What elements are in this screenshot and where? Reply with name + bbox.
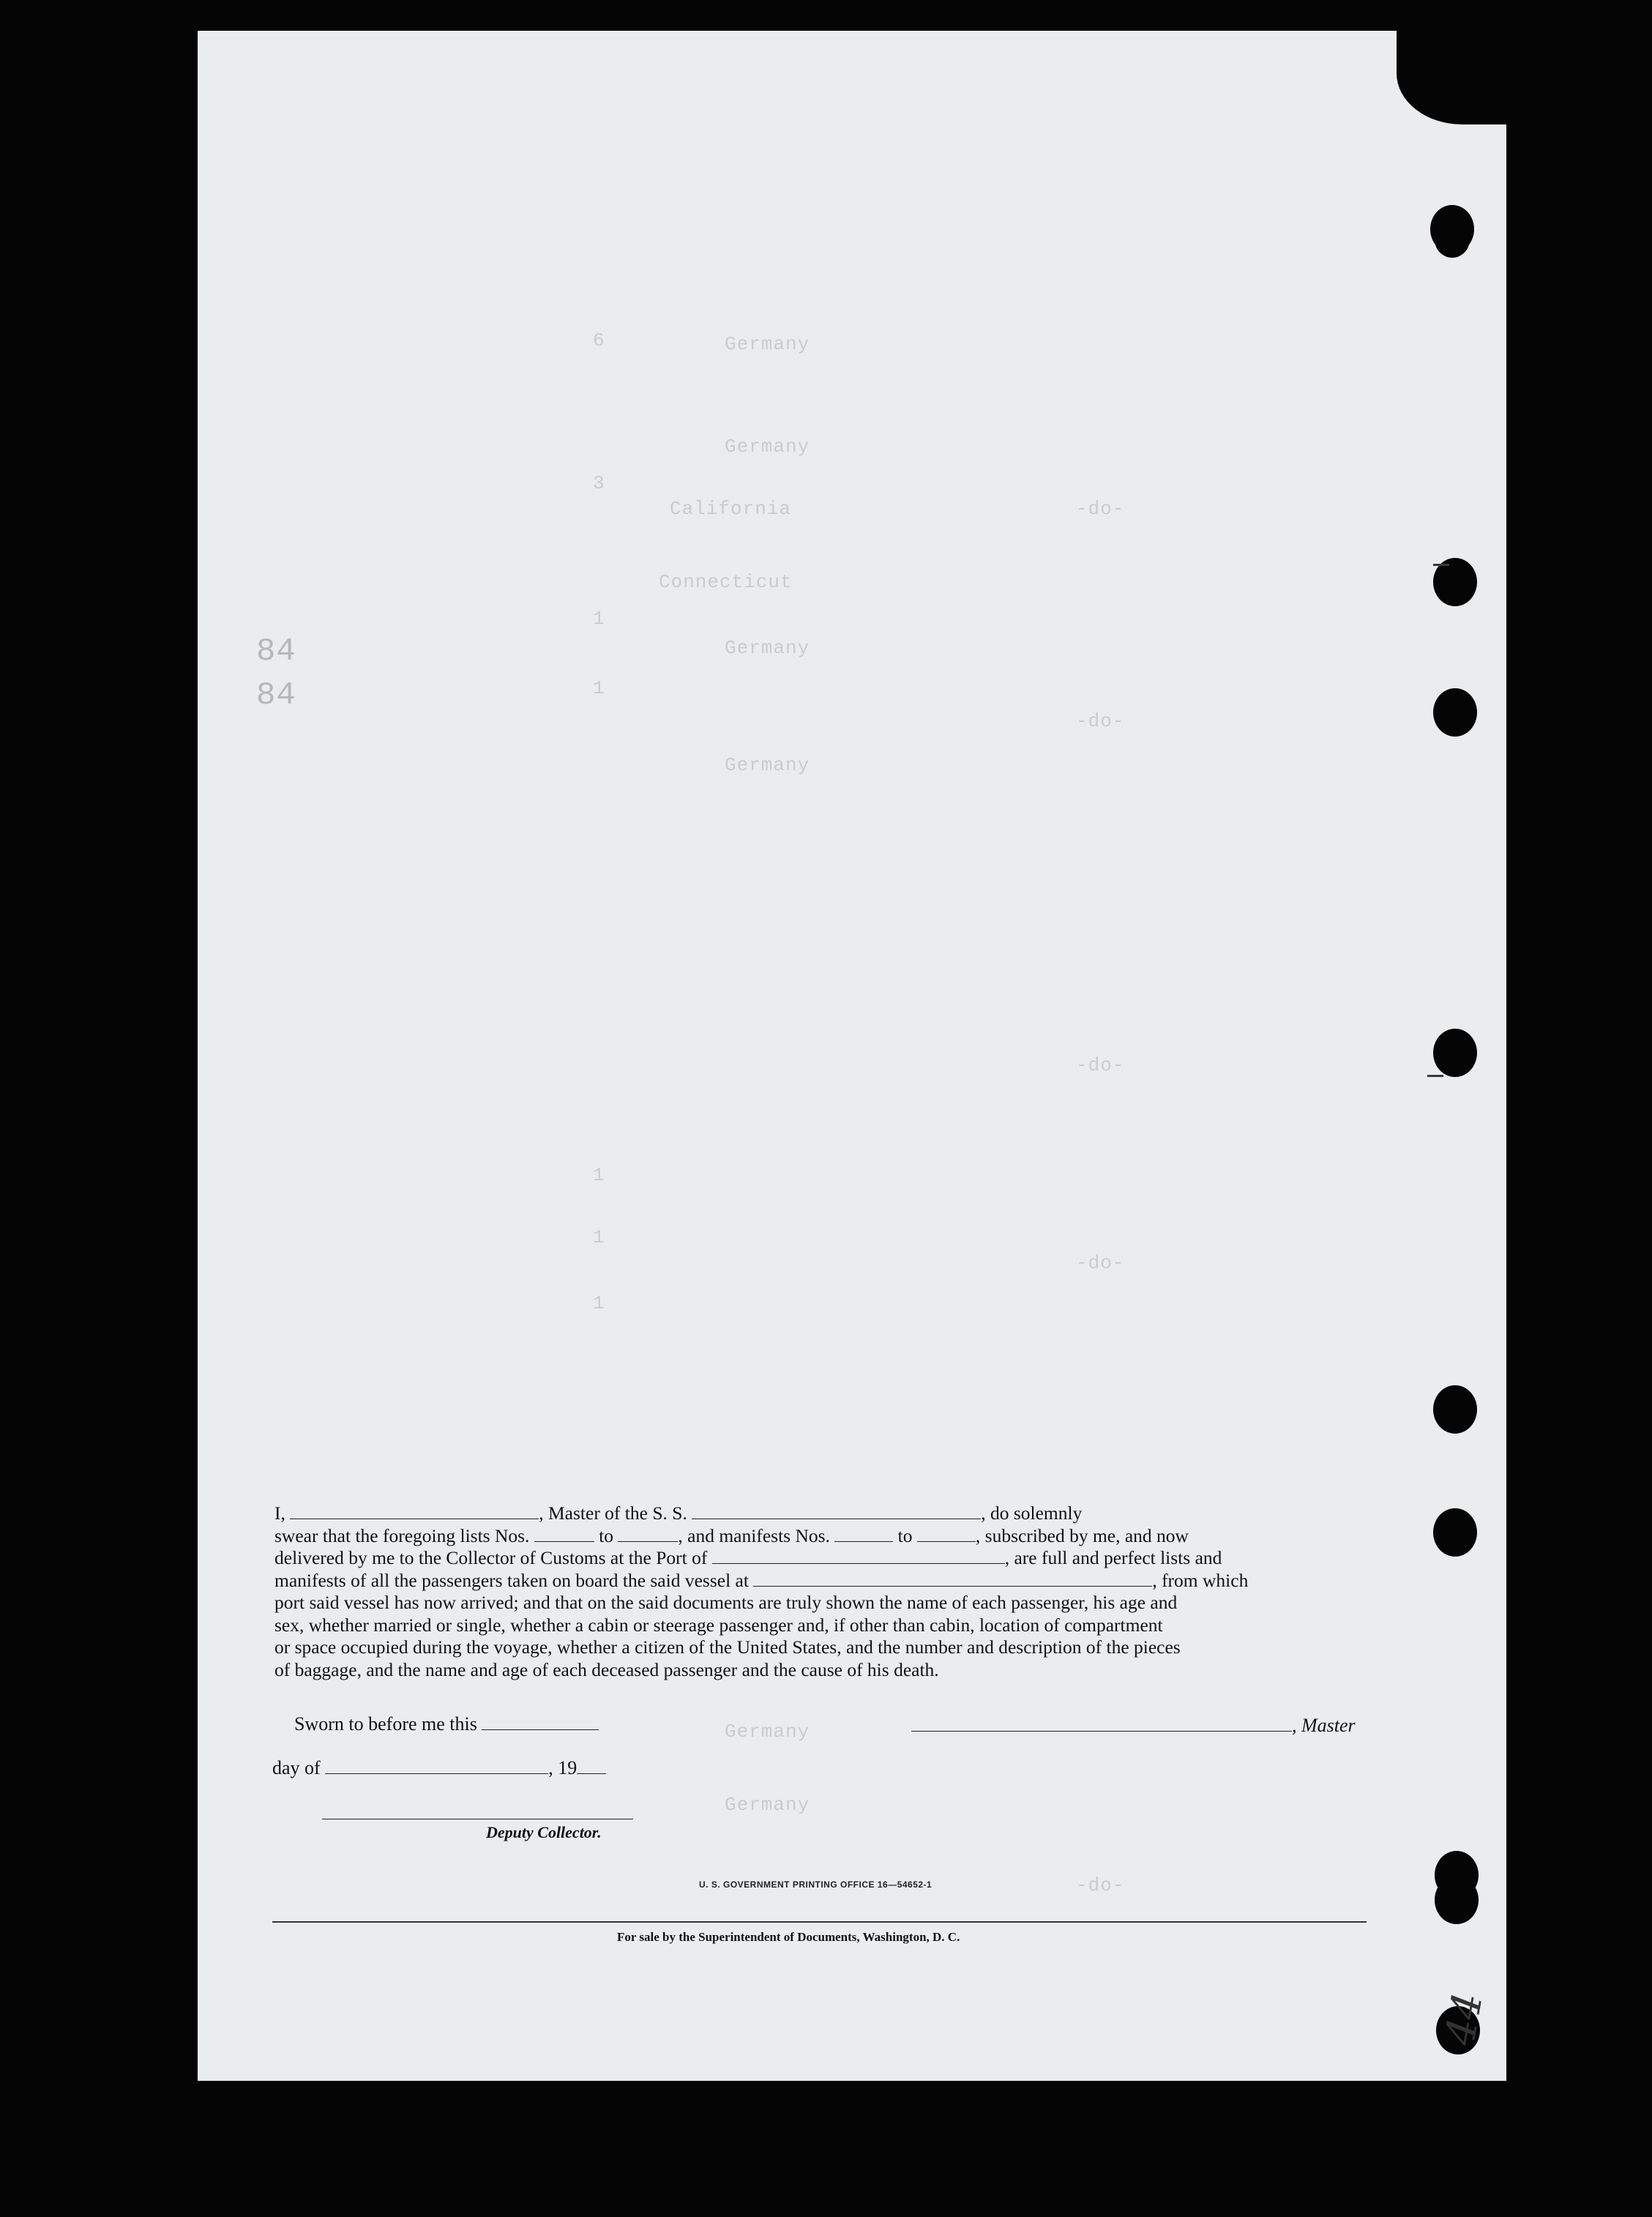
oath-line	[274, 1570, 1369, 1592]
oath-text: , from which	[1152, 1569, 1249, 1591]
sworn-label: Sworn to before me this	[294, 1713, 477, 1735]
oath-text: , do solemnly	[981, 1502, 1083, 1524]
oath-line	[274, 1502, 1369, 1525]
manifest-to-blank	[917, 1527, 976, 1542]
printing-office-imprint: U. S. GOVERNMENT PRINTING OFFICE 16—54652-1	[699, 1879, 932, 1890]
master-name-blank	[290, 1504, 539, 1519]
year-prefix: , 19	[548, 1757, 578, 1778]
oath-text: , Master of the S. S.	[539, 1502, 692, 1524]
sworn-day-blank	[482, 1715, 599, 1730]
for-sale-notice: For sale by the Superintendent of Documents, Washington, D. C.	[617, 1930, 960, 1944]
oath-text: manifests of all the passengers taken on board the said vessel at	[274, 1569, 754, 1591]
month-blank	[325, 1759, 548, 1774]
departure-port-blank	[753, 1571, 1152, 1587]
oath-text: , are full and perfect lists and	[1004, 1547, 1222, 1568]
oath-text: to	[893, 1524, 917, 1546]
master-label: , Master	[1292, 1715, 1356, 1736]
list-to-blank	[618, 1527, 678, 1542]
oath-text: or space occupied during the voyage, whether a citizen of the United States, and the number and description of the pieces	[274, 1636, 1181, 1658]
oath-text: sex, whether married or single, whether a cabin or steerage passenger and, if other than cabin, location of compartment	[274, 1614, 1163, 1636]
oath-text: swear that the foregoing lists Nos.	[274, 1524, 534, 1546]
punch-hole	[1433, 1029, 1477, 1077]
punch-hole	[1433, 688, 1477, 737]
manifest-from-blank	[834, 1527, 893, 1542]
pencil-mark	[1433, 564, 1449, 566]
oath-line	[274, 1659, 1369, 1682]
oath-line	[274, 1592, 1369, 1614]
punch-hole	[1435, 1876, 1479, 1924]
oath-text: , and manifests Nos.	[678, 1524, 835, 1546]
oath-line	[274, 1547, 1369, 1570]
pencil-mark	[1427, 1075, 1443, 1077]
day-of-row	[272, 1757, 606, 1779]
oath-text: , subscribed by me, and now	[975, 1524, 1189, 1546]
oath-line	[274, 1525, 1369, 1548]
footer-rule	[272, 1921, 1367, 1923]
oath-line	[274, 1614, 1369, 1637]
oath-line	[274, 1636, 1369, 1659]
punch-hole	[1433, 1385, 1477, 1434]
year-blank	[577, 1759, 606, 1774]
handwritten-page-number: 44	[1436, 1989, 1492, 2049]
master-signature-blank	[911, 1716, 1292, 1732]
day-label: day of	[272, 1757, 321, 1778]
oath-text: delivered by me to the Collector of Customs at the Port of	[274, 1547, 712, 1568]
oath-text: of baggage, and the name and age of each deceased passenger and the cause of his death.	[274, 1658, 939, 1680]
sworn-before-row	[294, 1713, 599, 1735]
oath-text: I,	[274, 1502, 291, 1524]
master-signature-row	[911, 1715, 1356, 1737]
list-from-blank	[534, 1527, 594, 1542]
oath-text: to	[594, 1524, 618, 1546]
port-blank	[712, 1549, 1005, 1564]
punch-hole	[1433, 1508, 1477, 1557]
oath-text: port said vessel has now arrived; and that on the said documents are truly shown the name of each passenger, his age and	[274, 1592, 1178, 1613]
punch-hole	[1435, 221, 1470, 258]
ship-name-blank	[692, 1504, 981, 1519]
deputy-collector-label: Deputy Collector.	[486, 1823, 602, 1841]
master-oath-paragraph	[274, 1502, 1369, 1681]
